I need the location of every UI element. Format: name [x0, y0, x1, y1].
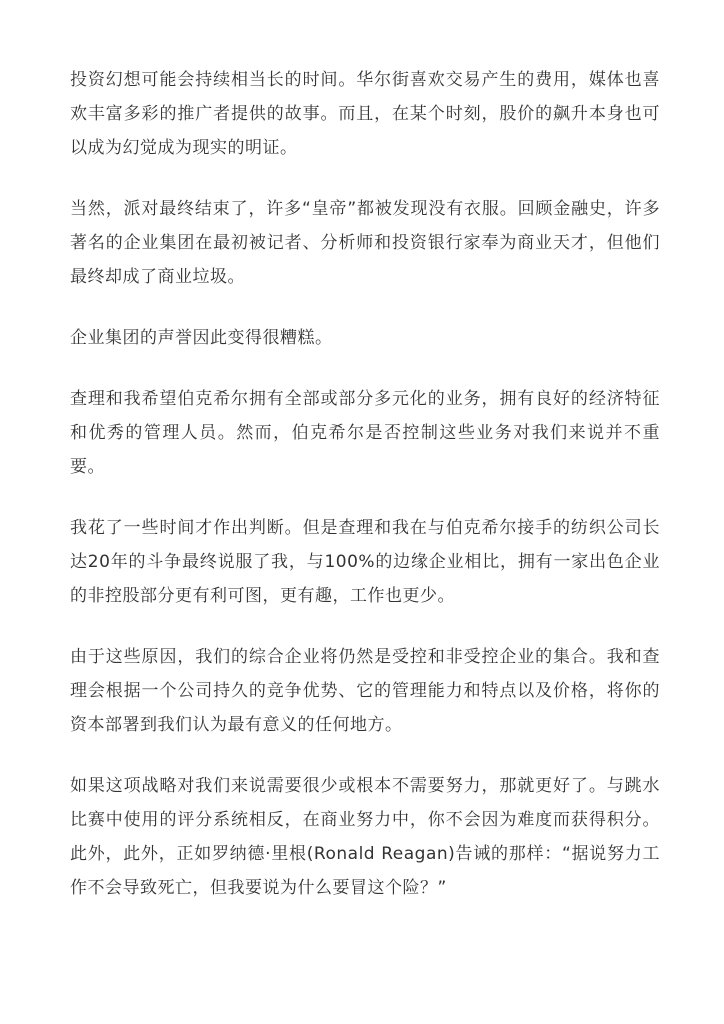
paragraph-7: 如果这项战略对我们来说需要很少或根本不需要努力，那就更好了。与跳水比赛中使用的评分系统相反，在商业努力中，你不会因为难度而获得积分。此外，此外，正如罗纳德·里根(Ronald Reagan)告诫的那样：“据说努力工作不会导致死亡，但我要说为什么要冒这个险？” [70, 776, 660, 898]
paragraph-4: 查理和我希望伯克希尔拥有全部或部分多元化的业务，拥有良好的经济特征和优秀的管理人员。然而，伯克希尔是否控制这些业务对我们来说并不重要。 [70, 389, 660, 477]
paragraph-5: 我花了一些时间才作出判断。但是查理和我在与伯克希尔接手的纺织公司长达20年的斗争最终说服了我，与100%的边缘企业相比，拥有一家出色企业的非控股部分更有利可图，更有趣，工作也更少。 [70, 518, 660, 606]
paragraph-3: 企业集团的声誉因此变得很糟糕。 [70, 328, 333, 348]
paragraph-2: 当然，派对最终结束了，许多“皇帝”都被发现没有衣服。回顾金融史，许多著名的企业集团在最初被记者、分析师和投资银行家奉为商业天才，但他们最终却成了商业垃圾。 [70, 199, 660, 287]
paragraph-6: 由于这些原因，我们的综合企业将仍然是受控和非受控企业的集合。我和查理会根据一个公司持久的竞争优势、它的管理能力和特点以及价格，将你的资本部署到我们认为最有意义的任何地方。 [70, 647, 660, 735]
article-body [70, 63, 660, 905]
paragraph-1: 投资幻想可能会持续相当长的时间。华尔街喜欢交易产生的费用，媒体也喜欢丰富多彩的推广者提供的故事。而且，在某个时刻，股价的飙升本身也可以成为幻觉成为现实的明证。 [70, 70, 660, 158]
